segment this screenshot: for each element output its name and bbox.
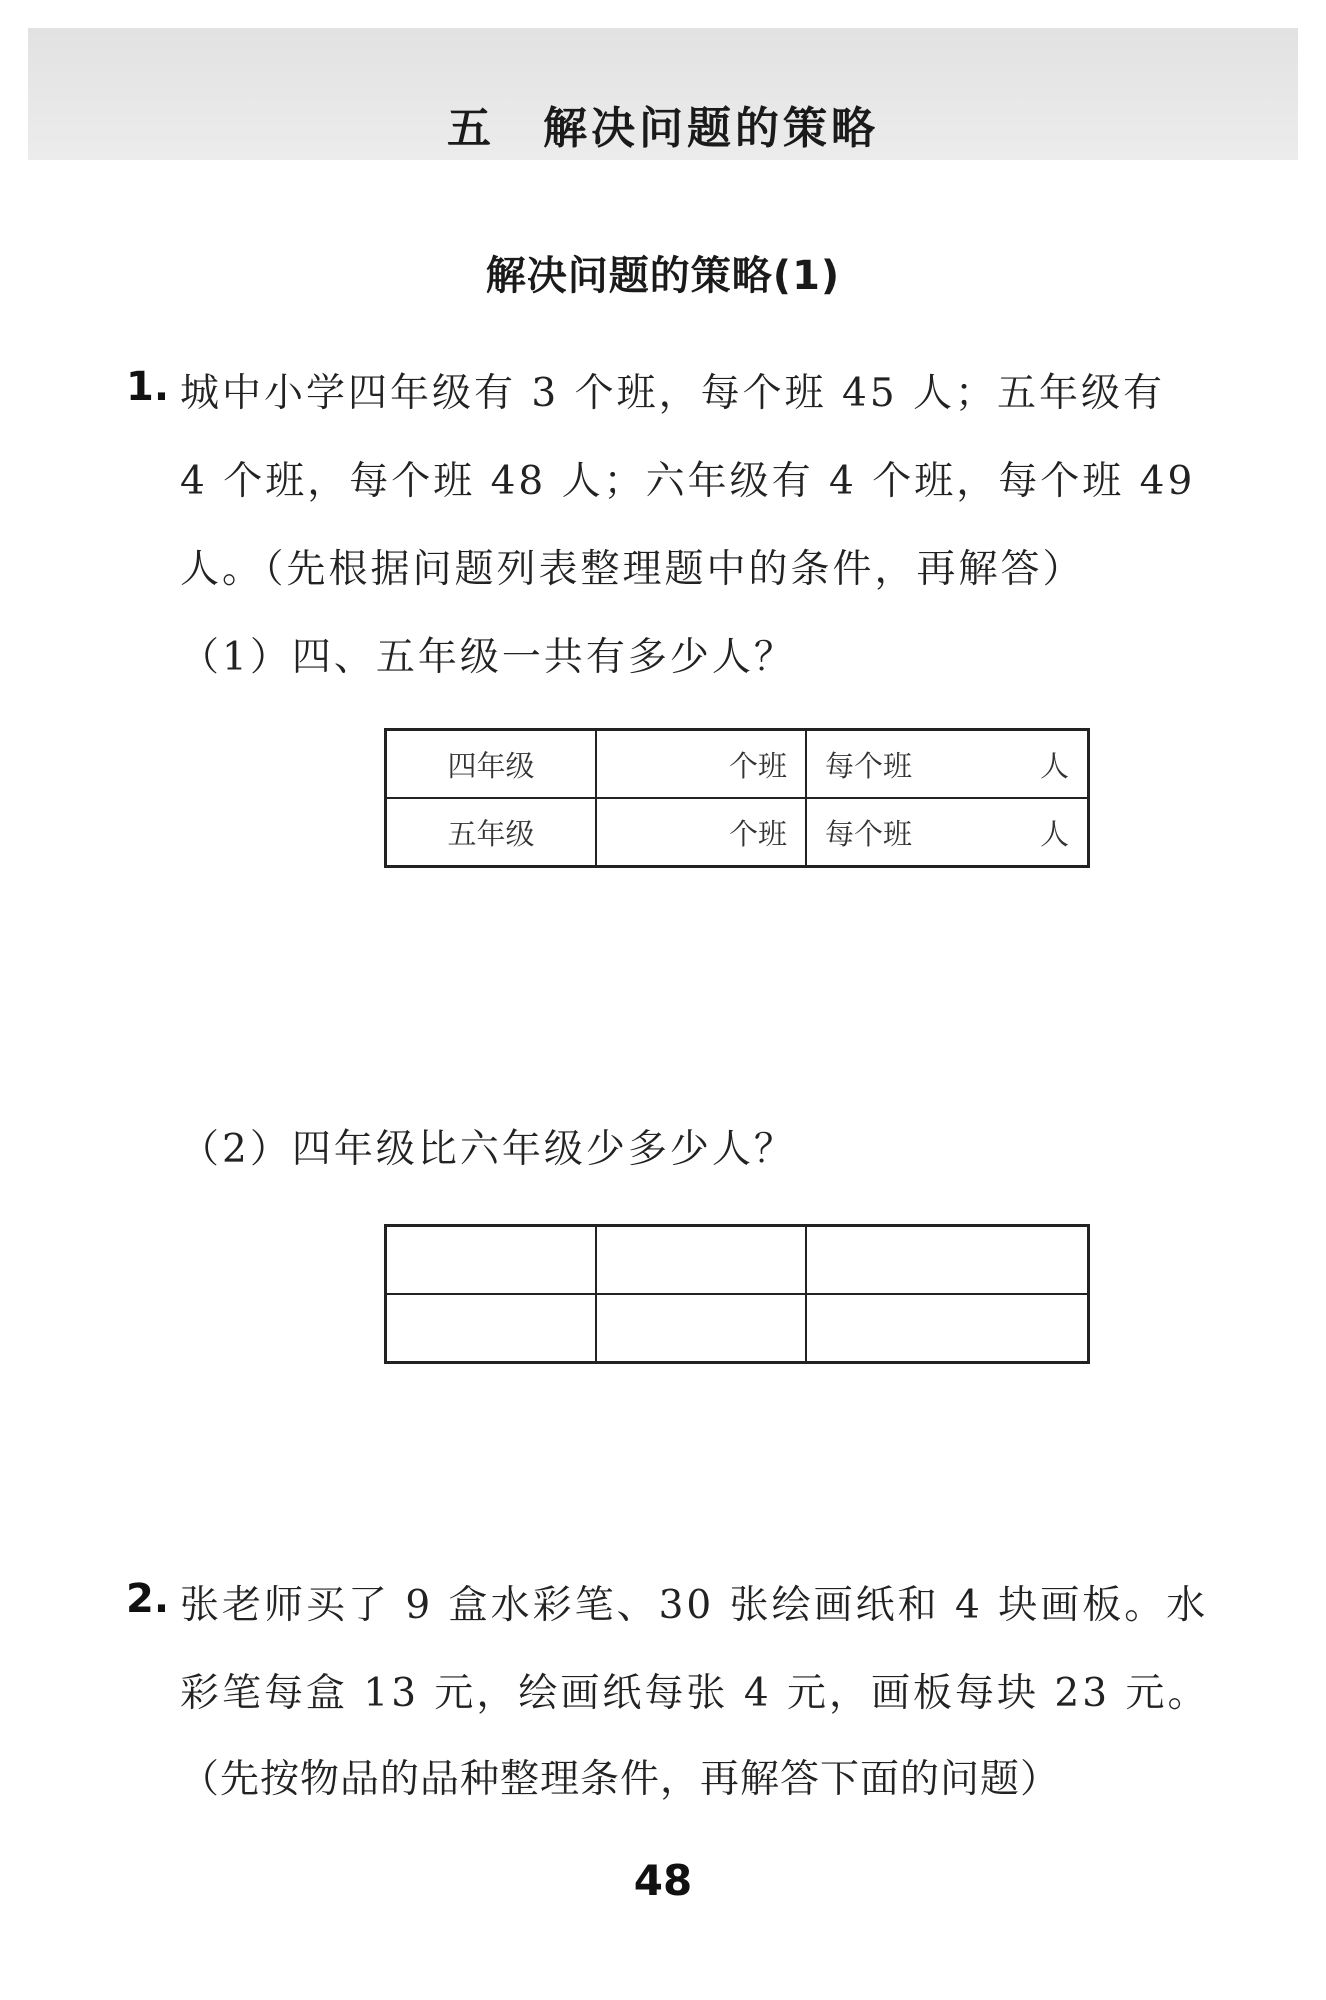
table-row — [386, 1226, 1089, 1295]
problem-2-line-2: 彩笔每盒 13 元，绘画纸每张 4 元，画板每块 23 元。 — [180, 1671, 1210, 1716]
problem-1-number: 1. — [126, 364, 170, 410]
page-number: 48 — [633, 1856, 693, 1905]
condition-table-1 — [384, 728, 1090, 868]
chapter-title — [0, 92, 1326, 156]
empty-cell — [596, 1294, 806, 1363]
chapter-title-text: 解决问题的策略 — [543, 103, 879, 154]
per-class-label: 每个班 — [825, 816, 913, 851]
chapter-number: 五 — [447, 103, 495, 154]
empty-cell — [386, 1294, 597, 1363]
per-class-cell — [806, 798, 1089, 867]
classes-cell: 个班 — [596, 730, 806, 799]
table-row — [386, 798, 1089, 867]
problem-1-subquestion-2: （2）四年级比六年级少多少人？ — [180, 1127, 796, 1172]
empty-cell — [806, 1294, 1089, 1363]
table-row — [386, 1294, 1089, 1363]
problem-2-line-1: 张老师买了 9 盒水彩笔、30 张绘画纸和 4 块画板。水 — [180, 1583, 1209, 1628]
unit-label: 人 — [1039, 816, 1069, 851]
problem-2-number: 2. — [126, 1576, 170, 1622]
problem-2-line-3: （先按物品的品种整理条件，再解答下面的问题） — [180, 1757, 1061, 1802]
problem-1-line-1: 城中小学四年级有 3 个班，每个班 45 人；五年级有 — [180, 371, 1166, 416]
section-title: 解决问题的策略(1) — [485, 253, 841, 299]
problem-1-subquestion-1: （1）四、五年级一共有多少人？ — [180, 635, 796, 680]
unit-label: 人 — [1039, 748, 1069, 783]
per-class-label: 每个班 — [825, 748, 913, 783]
empty-cell — [806, 1226, 1089, 1295]
problem-1-line-2: 4 个班，每个班 48 人；六年级有 4 个班，每个班 49 — [180, 459, 1196, 504]
table-row — [386, 730, 1089, 799]
classes-cell: 个班 — [596, 798, 806, 867]
grade-cell: 四年级 — [386, 730, 597, 799]
per-class-cell — [806, 730, 1089, 799]
condition-table-2 — [384, 1224, 1090, 1364]
problem-1-line-3: 人。（先根据问题列表整理题中的条件，再解答） — [180, 547, 1085, 592]
empty-cell — [596, 1226, 806, 1295]
grade-cell: 五年级 — [386, 798, 597, 867]
empty-cell — [386, 1226, 597, 1295]
